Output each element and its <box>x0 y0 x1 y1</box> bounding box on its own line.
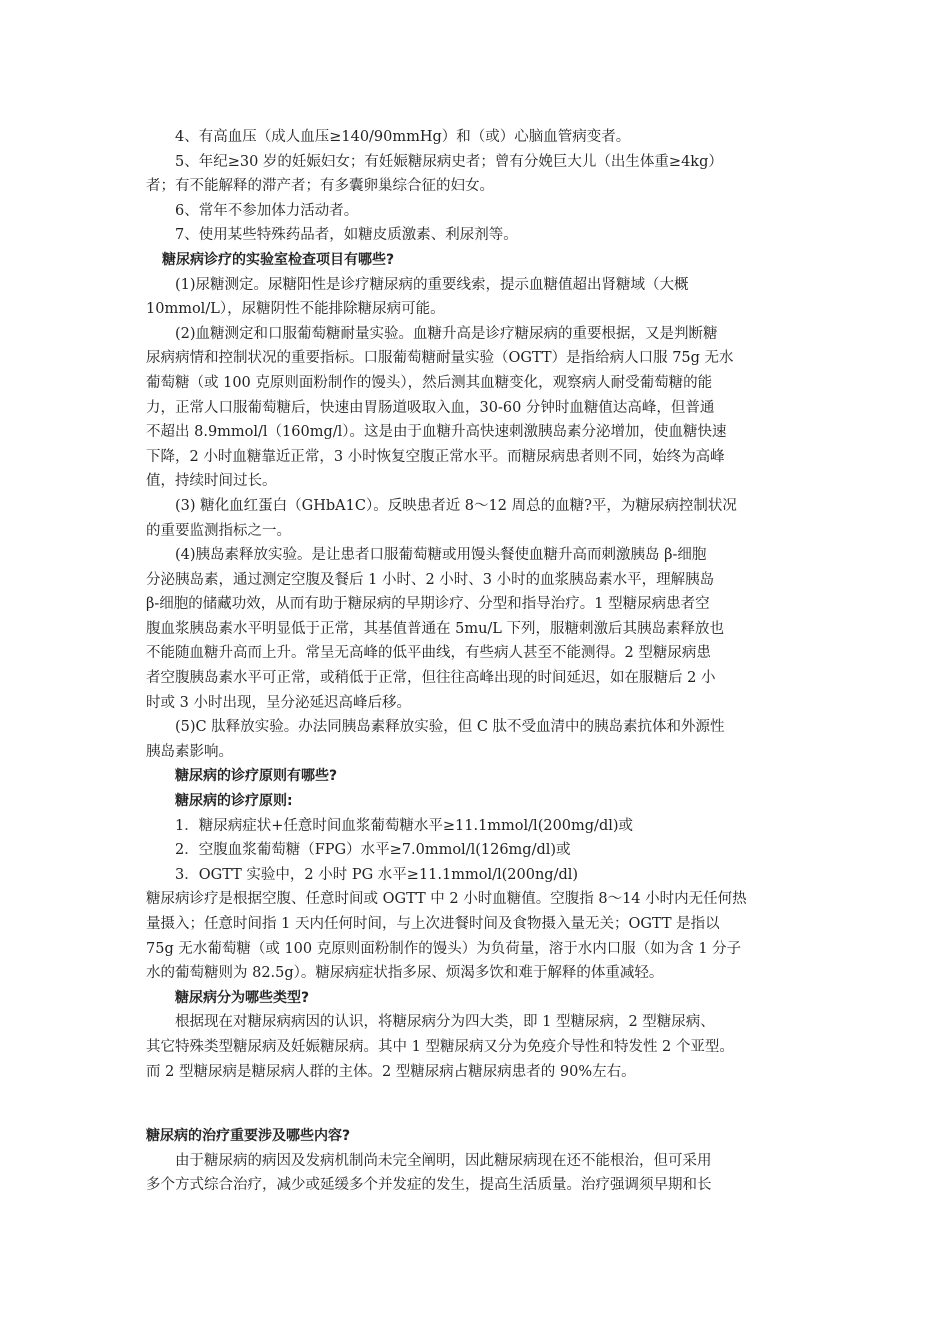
text-line: 5、年纪≥30 岁的妊娠妇女；有妊娠糖尿病史者；曾有分娩巨大儿（出生体重≥4kg） <box>175 153 723 170</box>
text-line: 其它特殊类型糖尿病及妊娠糖尿病。其中 1 型糖尿病又分为免疫介导性和特发性 2 个亚型。 <box>146 1038 734 1055</box>
text-line: 力，正常人口服葡萄糖后，快速由胃肠道吸取入血，30-60 分钟时血糖值达高峰，但普通 <box>146 399 715 416</box>
text-line: 7、使用某些特殊药品者，如糖皮质激素、利尿剂等。 <box>175 227 518 244</box>
text-line: 水的葡萄糖则为 82.5g）。糖尿病症状指多尿、烦渴多饮和难于解释的体重减轻。 <box>146 965 664 982</box>
text-line: 腹血浆胰岛素水平明显低于正常，其基值普通在 5mu/L 下列，服糖刺激后其胰岛素释放也 <box>146 620 725 637</box>
text-line: 者空腹胰岛素水平可正常，或稍低于正常，但往往高峰出现的时间延迟，如在服糖后 2 小 <box>146 670 716 687</box>
section-subheading: 糖尿病的诊疗原则: <box>175 793 293 810</box>
text-line: 4、有高血压（成人血压≥140/90mmHg）和（或）心脑血管病变者。 <box>175 129 631 145</box>
list-item: 3．OGTT 实验中，2 小时 PG 水平≥11.1mmol/l(200ng/dl) <box>175 866 579 883</box>
text-line: (4)胰岛素释放实验。是让患者口服葡萄糖或用馒头餐使血糖升高而刺激胰岛 β-细胞 <box>175 547 707 564</box>
text-line: 多个方式综合治疗，减少或延缓多个并发症的发生，提高生活质量。治疗强调须早期和长 <box>146 1177 712 1194</box>
text-line: (3) 糖化血红蛋白（GHbA1C）。反映患者近 8～12 周总的血糖?平，为糖尿病控制状况 <box>175 497 737 514</box>
list-item: 2．空腹血浆葡萄糖（FPG）水平≥7.0mmol/l(126mg/dl)或 <box>175 842 571 859</box>
text-line: (5)C 肽释放实验。办法同胰岛素释放实验，但 C 肽不受血清中的胰岛素抗体和外源性 <box>175 719 725 736</box>
section-heading: 糖尿病诊疗的实验室检查项目有哪些? <box>162 251 395 268</box>
text-line: 胰岛素影响。 <box>146 743 233 760</box>
text-line: 的重要监测指标之一。 <box>146 522 291 539</box>
text-line: (1)尿糖测定。尿糖阳性是诊疗糖尿病的重要线索，提示血糖值超出肾糖域（大概 <box>175 276 689 293</box>
text-line: 量摄入；任意时间指 1 天内任何时间，与上次进餐时间及食物摄入量无关；OGTT 是指以 <box>146 916 720 932</box>
text-line: 葡萄糖（或 100 克原则面粉制作的馒头），然后测其血糖变化，观察病人耐受葡萄糖的能 <box>146 374 713 391</box>
list-item: 1．糖尿病症状+任意时间血浆葡萄糖水平≥11.1mmol/l(200mg/dl)或 <box>175 817 634 834</box>
text-line: 6、常年不参加体力活动者。 <box>175 202 359 219</box>
text-line: 时或 3 小时出现，呈分泌延迟高峰后移。 <box>146 694 411 711</box>
text-line: 不能随血糖升高而上升。常呈无高峰的低平曲线，有些病人甚至不能测得。2 型糖尿病患 <box>146 645 711 662</box>
text-line: 值，持续时间过长。 <box>146 473 277 490</box>
text-line: 下降，2 小时血糖靠近正常，3 小时恢复空腹正常水平。而糖尿病患者则不同，始终为高峰 <box>146 448 725 465</box>
section-heading: 糖尿病的治疗重要涉及哪些内容? <box>146 1128 351 1145</box>
text-line: (2)血糖测定和口服葡萄糖耐量实验。血糖升高是诊疗糖尿病的重要根据，又是判断糖 <box>175 325 718 342</box>
text-line: 75g 无水葡萄糖（或 100 克原则面粉制作的馒头）为负荷量，溶于水内口服（如为含 1 分子 <box>146 940 742 957</box>
text-line: 由于糖尿病的病因及发病机制尚未完全阐明，因此糖尿病现在还不能根治，但可采用 <box>175 1152 712 1169</box>
text-line: 者；有不能解释的滞产者；有多囊卵巢综合征的妇女。 <box>146 178 494 195</box>
text-line: 根据现在对糖尿病病因的认识，将糖尿病分为四大类，即 1 型糖尿病，2 型糖尿病、 <box>175 1014 715 1031</box>
text-line: β-细胞的储藏功效，从而有助于糖尿病的早期诊疗、分型和指导治疗。1 型糖尿病患者空 <box>146 596 710 613</box>
section-heading: 糖尿病分为哪些类型? <box>175 989 310 1006</box>
text-line: 糖尿病诊疗是根据空腹、任意时间或 OGTT 中 2 小时血糖值。空腹指 8～14 小时内无任何热 <box>146 891 747 908</box>
document-page <box>146 125 806 1198</box>
text-line: 10mmol/L），尿糖阴性不能排除糖尿病可能。 <box>146 301 445 318</box>
text-line: 分泌胰岛素，通过测定空腹及餐后 1 小时、2 小时、3 小时的血浆胰岛素水平，理解胰岛 <box>146 571 715 588</box>
text-line: 不超出 8.9mmol/l（160mg/l）。这是由于血糖升高快速刺激胰岛素分泌增加，使血糖快速 <box>146 424 727 441</box>
text-line: 尿病病情和控制状况的重要指标。口服葡萄糖耐量实验（OGTT）是指给病人口服 75g 无水 <box>146 350 734 367</box>
section-heading: 糖尿病的诊疗原则有哪些? <box>175 768 338 785</box>
text-line: 而 2 型糖尿病是糖尿病人群的主体。2 型糖尿病占糖尿病患者的 90%左右。 <box>146 1063 636 1080</box>
section-gap <box>146 1084 806 1124</box>
